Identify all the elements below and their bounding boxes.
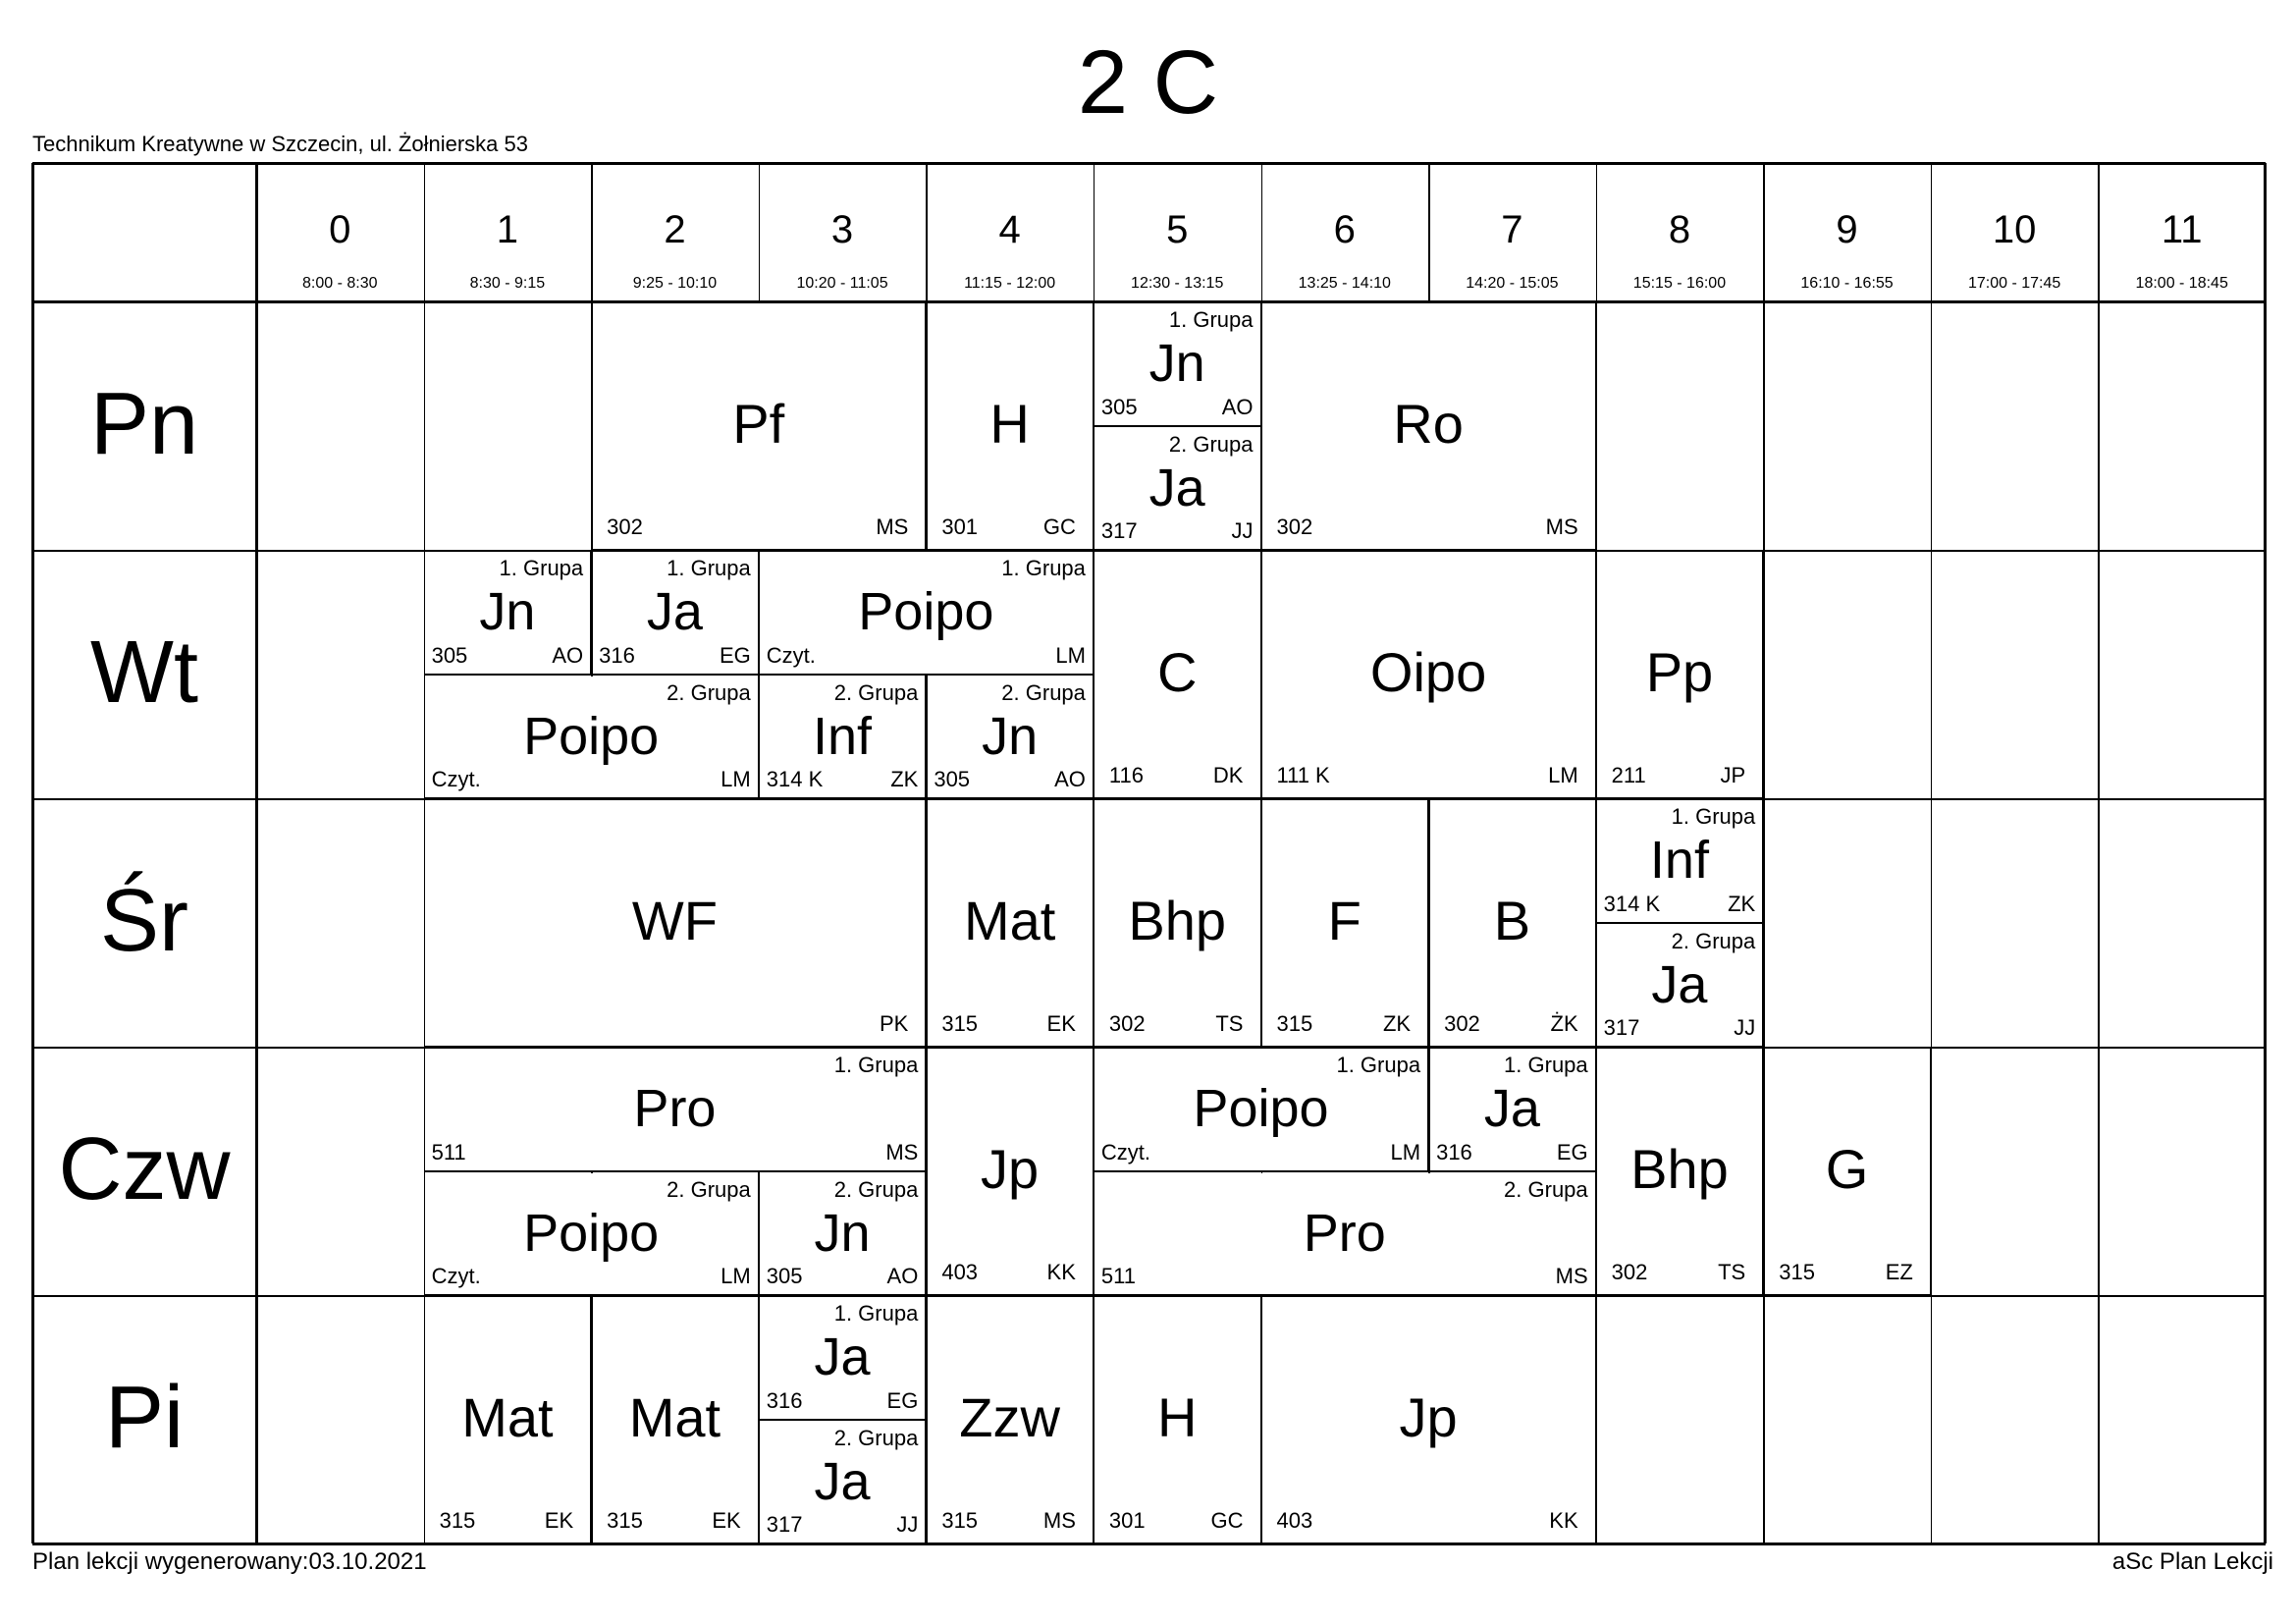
subject-label: Jp [1399,1385,1458,1448]
lesson-border [591,301,926,303]
room-label: 315 [607,1508,643,1533]
period-number: 2 [664,208,686,251]
room-label: 316 [766,1387,803,1413]
subject-label: Bhp [1128,889,1227,951]
period-time: 16:10 - 16:55 [1800,275,1894,292]
room-label: 511 [1100,1264,1136,1288]
subject-label: C [1156,640,1198,703]
school-name: Technikum Kreatywne w Szczecin, ul. Żołnierska 53 [32,132,528,156]
lesson-border [1261,1543,1596,1544]
lesson-border [926,301,1094,303]
teacher-label: EG [1556,1139,1588,1164]
lesson-border [424,798,927,800]
group-label: 1. Grupa [833,1301,919,1326]
cell-divider [424,301,426,550]
room-label: 302 [1276,514,1313,539]
lesson-border [759,1295,927,1297]
room-label: 315 [941,1508,979,1533]
room-label: 305 [431,642,468,668]
teacher-label: DK [1212,763,1244,787]
teacher-label: AO [886,1264,919,1288]
teacher-label: JJ [896,1512,919,1537]
cell-divider [2098,1295,2100,1543]
page-title: 2 C [1077,32,1219,133]
group-label: 2. Grupa [1001,679,1086,705]
lesson-border [424,1171,759,1173]
teacher-label: EG [719,642,751,668]
room-label: 316 [599,642,635,668]
period-time: 9:25 - 10:10 [632,275,718,292]
subject-label: H [989,392,1030,455]
teacher-label: TS [1718,1260,1746,1284]
lesson-border [1596,1294,1764,1296]
lesson-border [1261,1295,1596,1297]
group-label: 2. Grupa [1168,431,1254,457]
room-label: 305 [766,1264,803,1288]
room-label: 315 [1779,1260,1815,1284]
lesson-border [1596,798,1764,800]
period-number: 4 [998,208,1021,251]
room-label: 317 [1603,1015,1640,1040]
period-number: 9 [1836,208,1858,251]
subject-label: Jn [1148,334,1205,393]
room-label: 116 [1108,763,1144,787]
teacher-label: JJ [1734,1015,1756,1040]
cell-divider [1931,550,1933,798]
teacher-label: LM [1390,1139,1421,1164]
group-label: 1. Grupa [1671,804,1756,829]
lesson-border [759,550,1094,552]
room-label: 315 [439,1508,476,1533]
teacher-label: AO [552,642,584,668]
subject-label: Ja [1483,1079,1540,1138]
lesson-border [1763,1294,1931,1296]
teacher-label: MS [876,514,909,539]
room-label: 315 [941,1011,979,1036]
room-label: 305 [934,767,971,791]
day-label: Pn [89,375,199,473]
lesson-border [759,1420,927,1422]
group-label: 1. Grupa [833,1053,919,1077]
lesson-border [759,1543,927,1544]
room-label: 315 [1276,1011,1313,1036]
group-label: 1. Grupa [1336,1053,1421,1077]
period-number: 7 [1501,208,1523,251]
lesson-border [926,1047,1094,1049]
lesson-border [1763,1047,1931,1049]
group-label: 2. Grupa [1671,928,1756,953]
room-label: 403 [941,1260,979,1284]
lesson-border [1094,1295,1261,1297]
room-label: 511 [431,1139,466,1164]
teacher-label: EK [544,1508,574,1533]
group-label: 1. Grupa [1504,1053,1588,1077]
teacher-label: ZK [890,767,919,791]
cell-divider [1763,301,1765,550]
generated-date: Plan lekcji wygenerowany:03.10.2021 [32,1548,427,1575]
period-number: 6 [1333,208,1356,251]
subject-label: Ja [1651,954,1708,1014]
room-label: 317 [1100,518,1138,543]
group-label: 2. Grupa [667,679,751,705]
teacher-label: LM [1055,642,1086,668]
day-column-divider [255,163,258,1543]
lesson-border [1261,550,1596,552]
subject-label: Poipo [1193,1079,1329,1138]
subject-label: Poipo [523,706,660,766]
subject-label: Ja [646,582,703,641]
subject-label: Jp [981,1137,1040,1200]
teacher-label: EK [712,1508,741,1533]
teacher-label: MS [1545,514,1578,539]
day-label: Wt [90,623,198,722]
subject-label: Mat [963,889,1056,951]
lesson-border [759,1171,927,1173]
group-label: 2. Grupa [833,1425,919,1450]
lesson-border [1094,550,1261,552]
subject-label: Poipo [858,582,994,641]
day-label: Śr [100,872,188,970]
period-number: 5 [1166,208,1189,251]
teacher-label: GC [1042,514,1076,539]
subject-label: Pro [1303,1203,1386,1263]
period-number: 11 [2161,208,2203,251]
room-label: 111 K [1276,763,1330,787]
table-border-right [2264,163,2267,1543]
room-label: 301 [1108,1508,1146,1533]
group-label: 1. Grupa [667,556,751,580]
cell-divider [2098,550,2100,798]
subject-label: Ja [814,1451,871,1511]
room-label: 316 [1436,1139,1472,1164]
group-label: 2. Grupa [1504,1176,1588,1202]
teacher-label: MS [885,1139,919,1164]
subject-label: Oipo [1369,640,1487,703]
room-label: Czyt. [431,1264,481,1288]
teacher-label: LM [721,1264,751,1288]
cell-divider [1931,1295,1933,1543]
period-time: 10:20 - 11:05 [796,275,888,292]
teacher-label: JP [1720,763,1746,787]
period-number: 8 [1668,208,1691,251]
subject-label: B [1493,889,1531,951]
room-label: 305 [1100,394,1138,419]
lesson-border [1261,798,1429,800]
period-time: 12:30 - 13:15 [1131,275,1224,292]
room-label: 211 [1611,763,1646,787]
group-label: 1. Grupa [1001,556,1086,580]
subject-label: Pp [1645,640,1714,703]
subject-label: Pro [633,1079,717,1138]
day-label: Czw [58,1120,231,1218]
subject-label: Ja [1148,458,1205,517]
group-label: 1. Grupa [1168,307,1254,332]
subject-label: H [1156,1385,1198,1448]
teacher-label: PK [879,1011,909,1036]
room-label: 302 [1611,1260,1648,1284]
teacher-label: LM [1548,763,1578,787]
teacher-label: AO [1054,767,1086,791]
teacher-label: ŻK [1550,1011,1578,1036]
lesson-border [424,1047,927,1049]
teacher-label: GC [1210,1508,1244,1533]
teacher-label: TS [1215,1011,1244,1036]
teacher-label: MS [1042,1508,1076,1533]
lesson-border [1596,923,1764,925]
lesson-border [1094,1047,1428,1049]
lesson-border [1428,1047,1596,1049]
subject-label: WF [631,889,718,951]
subject-label: Jn [814,1203,871,1263]
cell-divider [1931,798,1933,1047]
room-label: 302 [1444,1011,1480,1036]
teacher-label: KK [1046,1260,1076,1284]
lesson-border [926,798,1094,800]
lesson-border [424,675,759,677]
subject-label: Mat [461,1385,554,1448]
teacher-label: AO [1221,394,1254,419]
lesson-border [1094,798,1261,800]
room-label: 403 [1276,1508,1313,1533]
lesson-border [591,1543,759,1544]
teacher-label: KK [1549,1508,1578,1533]
lesson-border [759,675,927,677]
day-label: Pi [104,1369,185,1467]
teacher-label: EZ [1885,1260,1913,1284]
group-label: 2. Grupa [833,679,919,705]
lesson-border [1428,798,1596,800]
lesson-border [1094,1543,1261,1544]
lesson-border [591,1295,759,1297]
lesson-border [1596,550,1764,552]
lesson-border [1094,426,1261,428]
room-label: 302 [607,514,643,539]
lesson-border [1596,1047,1764,1049]
subject-label: Jn [982,706,1039,766]
group-label: 2. Grupa [833,1176,919,1202]
cell-divider [1763,1295,1765,1543]
room-label: 302 [1108,1011,1146,1036]
teacher-label: ZK [1728,891,1756,916]
room-label: 314 K [766,767,824,791]
cell-divider [2098,798,2100,1047]
lesson-border [926,1543,1094,1544]
period-number: 1 [496,208,518,251]
period-number: 0 [329,208,351,251]
room-label: 301 [941,514,979,539]
lesson-border [591,550,759,552]
teacher-label: EG [886,1387,919,1413]
lesson-border [926,1295,1094,1297]
subject-label: Zzw [959,1385,1060,1448]
teacher-label: LM [721,767,751,791]
app-name: aSc Plan Lekcji [2111,1548,2273,1575]
subject-label: G [1825,1137,1869,1200]
subject-label: F [1327,889,1362,951]
room-label: 314 K [1603,891,1661,916]
period-time: 14:20 - 15:05 [1466,275,1559,292]
cell-divider [2098,1047,2100,1295]
subject-label: Bhp [1630,1137,1729,1200]
lesson-border [926,675,1094,677]
teacher-label: EK [1046,1011,1076,1036]
lesson-border [424,1295,592,1297]
lesson-border [424,1543,592,1544]
room-label: Czyt. [431,767,481,791]
lesson-border [424,550,592,552]
group-label: 2. Grupa [667,1176,751,1202]
room-label: Czyt. [1100,1139,1151,1164]
period-time: 11:15 - 12:00 [964,275,1056,292]
subject-label: Ro [1393,392,1464,455]
period-time: 8:00 - 8:30 [302,275,378,292]
lesson-border [1094,301,1261,303]
subject-label: Inf [1649,831,1709,890]
period-number: 3 [830,208,854,251]
period-time: 15:15 - 16:00 [1632,275,1727,292]
period-time: 18:00 - 18:45 [2135,275,2228,292]
subject-label: Ja [814,1327,871,1386]
lesson-border [1261,301,1596,303]
group-label: 1. Grupa [499,556,584,580]
cell-divider [2098,301,2100,550]
teacher-label: ZK [1382,1011,1412,1036]
table-border-left [31,163,34,1543]
subject-label: Pf [732,392,785,455]
subject-label: Inf [813,706,873,766]
teacher-label: JJ [1231,518,1254,543]
cell-divider [1931,301,1933,550]
period-number: 10 [1992,208,2037,251]
room-label: 317 [766,1512,803,1537]
room-label: Czyt. [766,642,816,668]
subject-label: Poipo [523,1203,660,1263]
period-time: 8:30 - 9:15 [469,275,546,292]
period-time: 17:00 - 17:45 [1967,275,2061,292]
subject-label: Mat [628,1385,721,1448]
lesson-border [1094,1171,1596,1173]
subject-label: Jn [479,582,536,641]
period-time: 13:25 - 14:10 [1298,275,1391,292]
teacher-label: MS [1555,1264,1588,1288]
